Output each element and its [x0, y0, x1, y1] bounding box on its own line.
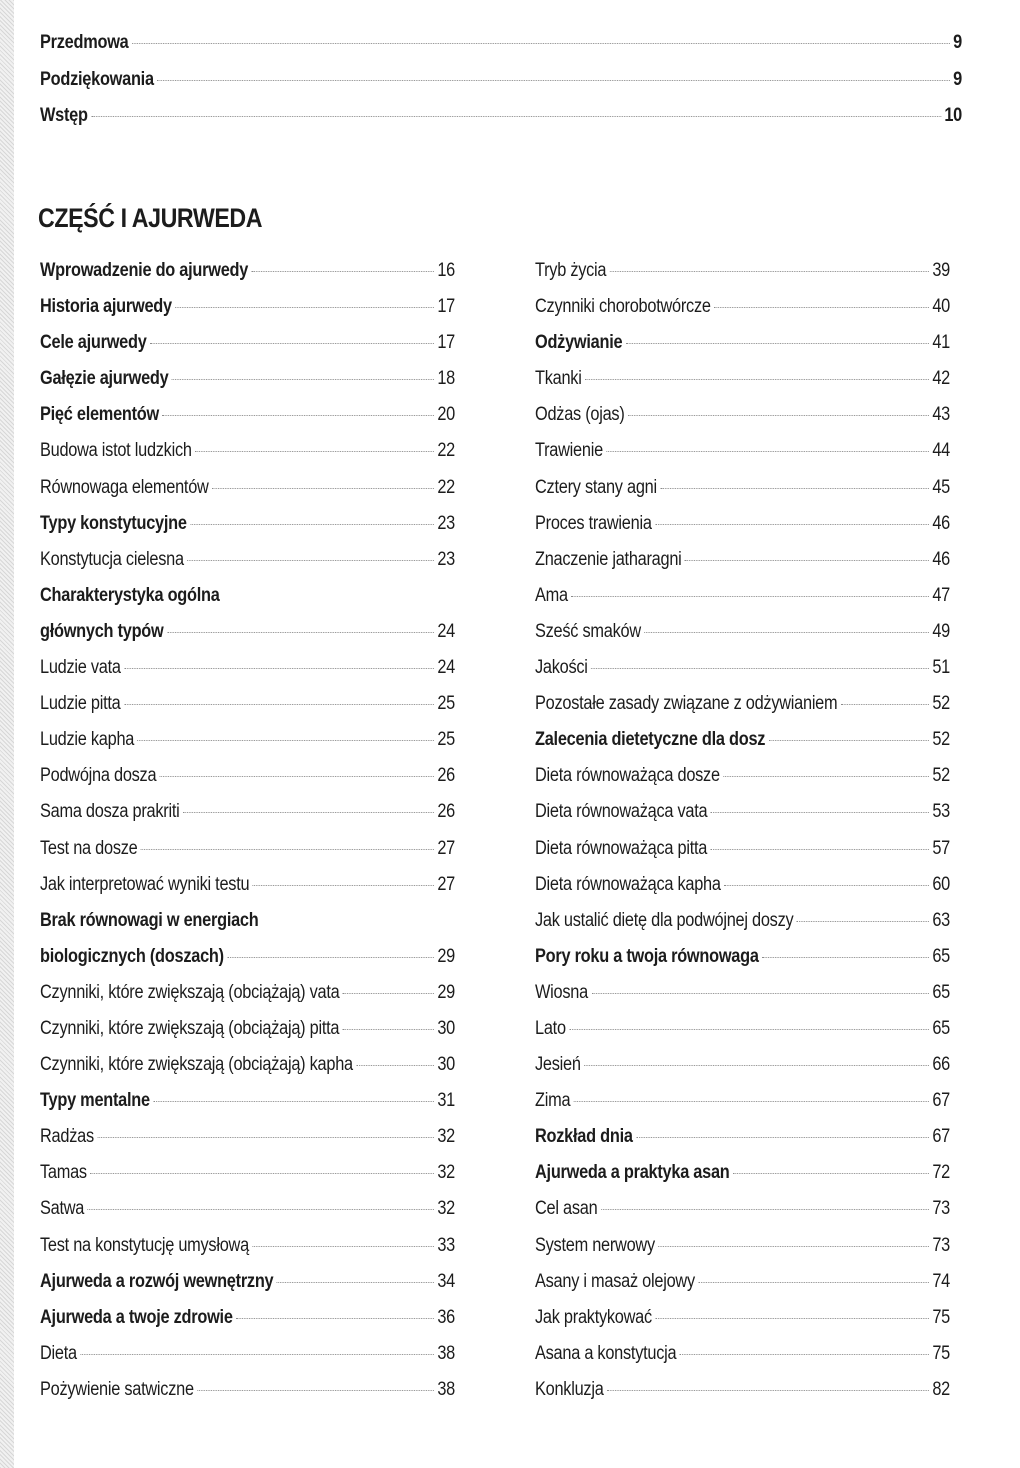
toc-entry-page: 9: [953, 32, 962, 53]
toc-entry-label: Czynniki, które zwiększają (obciążają) kapha: [40, 1054, 353, 1076]
toc-entry-label: Ajurweda a twoje zdrowie: [40, 1306, 233, 1328]
dot-leader: [183, 812, 434, 813]
toc-entry[interactable]: [40, 332, 455, 368]
toc-entry-page: 38: [437, 1378, 455, 1400]
toc-entry-page: 22: [437, 440, 455, 462]
dot-leader: [124, 704, 434, 705]
toc-entry-label: Ludzie vata: [40, 657, 121, 679]
toc-entry-page: 73: [932, 1234, 950, 1256]
toc-entry-page: 75: [932, 1342, 950, 1364]
toc-entry-page: 38: [437, 1342, 455, 1364]
toc-entry-label: Czynniki chorobotwórcze: [535, 296, 711, 318]
toc-entry-label: Wprowadzenie do ajurwedy: [40, 260, 249, 281]
toc-left-column: [40, 260, 455, 1415]
dot-leader: [252, 271, 434, 272]
toc-entry[interactable]: [40, 946, 455, 982]
toc-entry[interactable]: [535, 1379, 950, 1415]
toc-entry-label: Asany i masaż olejowy: [535, 1270, 695, 1292]
toc-entry-label: głównych typów: [40, 620, 164, 642]
dot-leader: [197, 1390, 434, 1391]
toc-entry-page: 44: [932, 440, 950, 462]
dot-leader: [150, 343, 434, 344]
toc-entry-page: 47: [932, 584, 950, 606]
toc-entry-label: Brak równowagi w energiach: [40, 909, 259, 931]
dot-leader: [723, 776, 929, 777]
toc-entry-page: 72: [932, 1162, 950, 1184]
toc-entry-page: 9: [953, 68, 962, 90]
toc-entry-page: 73: [932, 1198, 950, 1220]
dot-leader: [97, 1137, 434, 1138]
toc-entry-label: Ajurweda a praktyka asan: [535, 1162, 730, 1184]
dot-leader: [655, 1318, 929, 1319]
dot-leader: [591, 993, 928, 994]
toc-entry-page: 53: [932, 801, 950, 823]
toc-entry-page: 32: [437, 1162, 455, 1184]
toc-entry[interactable]: [40, 1126, 455, 1162]
toc-entry-label: Konkluzja: [535, 1378, 604, 1400]
toc-entry-page: 17: [437, 332, 455, 354]
toc-entry[interactable]: [40, 1162, 455, 1198]
toc-entry-page: 16: [437, 260, 455, 281]
toc-entry-label: Rozkład dnia: [535, 1126, 633, 1148]
toc-entry-page: 65: [932, 981, 950, 1003]
dot-leader: [195, 451, 434, 452]
toc-entry[interactable]: [40, 296, 455, 332]
toc-entry[interactable]: [40, 585, 455, 621]
toc-entry-label: Zima: [535, 1090, 571, 1112]
toc-entry-page: 65: [932, 1017, 950, 1039]
toc-entry-label: Czynniki, które zwiększają (obciążają) vata: [40, 981, 340, 1003]
toc-entry-page: 27: [437, 873, 455, 895]
dot-leader: [658, 1246, 929, 1247]
toc-entry[interactable]: [40, 1271, 455, 1307]
toc-entry-page: 63: [932, 909, 950, 931]
toc-entry-page: 66: [932, 1054, 950, 1076]
dot-leader: [141, 849, 434, 850]
dot-leader: [172, 379, 434, 380]
toc-entry-label: Charakterystyka ogólna: [40, 584, 220, 606]
toc-entry-page: 32: [437, 1198, 455, 1220]
toc-entry-label: Tkanki: [535, 368, 582, 390]
toc-entry[interactable]: [535, 874, 950, 910]
toc-entry[interactable]: [40, 765, 455, 801]
toc-entry-label: Równowaga elementów: [40, 476, 209, 498]
toc-entry[interactable]: [40, 368, 455, 404]
dot-leader: [167, 632, 434, 633]
toc-entry-label: Zalecenia dietetyczne dla dosz: [535, 729, 766, 751]
toc-entry[interactable]: [535, 549, 950, 585]
toc-entry[interactable]: [535, 621, 950, 657]
dot-leader: [343, 993, 434, 994]
toc-entry-page: 46: [932, 512, 950, 534]
toc-entry[interactable]: [40, 982, 455, 1018]
toc-entry[interactable]: [40, 1198, 455, 1234]
toc-entry-page: 20: [437, 404, 455, 426]
toc-entry-page: 32: [437, 1126, 455, 1148]
dot-leader: [680, 1354, 929, 1355]
dot-leader: [601, 1209, 929, 1210]
dot-leader: [644, 632, 929, 633]
toc-entry-page: 60: [932, 873, 950, 895]
toc-entry-label: Tamas: [40, 1162, 87, 1184]
toc-entry[interactable]: [535, 1271, 950, 1307]
dot-leader: [157, 80, 949, 81]
toc-entry-label: Ludzie pitta: [40, 693, 121, 715]
toc-entry[interactable]: [535, 585, 950, 621]
toc-entry-label: Jakości: [535, 657, 588, 679]
toc-entry-page: 27: [437, 837, 455, 859]
toc-entry-page: 26: [437, 765, 455, 787]
toc-entry-label: Przedmowa: [40, 32, 129, 53]
dot-leader: [90, 1173, 434, 1174]
toc-entry-page: 74: [932, 1270, 950, 1292]
dot-leader: [626, 343, 929, 344]
toc-entry-label: Trawienie: [535, 440, 603, 462]
toc-entry[interactable]: [40, 801, 455, 837]
toc-entry-label: Typy mentalne: [40, 1090, 150, 1112]
dot-leader: [569, 1029, 929, 1030]
toc-entry-preface[interactable]: [40, 32, 962, 69]
toc-entry[interactable]: [535, 1054, 950, 1090]
dot-leader: [607, 1390, 929, 1391]
toc-entry[interactable]: [40, 910, 455, 946]
toc-entry[interactable]: [535, 1126, 950, 1162]
toc-right-column: [535, 260, 950, 1415]
dot-leader: [769, 740, 929, 741]
toc-entry[interactable]: [535, 477, 950, 513]
dot-leader: [685, 560, 929, 561]
toc-entry[interactable]: [40, 1090, 455, 1126]
toc-entry-page: 42: [932, 368, 950, 390]
toc-entry[interactable]: [535, 693, 950, 729]
toc-entry-label: Podwójna dosza: [40, 765, 157, 787]
toc-entry-label: Proces trawienia: [535, 512, 652, 534]
toc-entry[interactable]: [535, 765, 950, 801]
toc-entry-page: 10: [944, 105, 962, 126]
dot-leader: [91, 116, 941, 117]
toc-entry-page: 43: [932, 404, 950, 426]
toc-entry-label: Sama dosza prakriti: [40, 801, 180, 823]
toc-entry-page: 17: [437, 296, 455, 318]
toc-entry[interactable]: [535, 946, 950, 982]
toc-entry-label: Pozostałe zasady związane z odżywianiem: [535, 693, 838, 715]
dot-leader: [253, 885, 434, 886]
toc-entry[interactable]: [40, 1343, 455, 1379]
toc-entry[interactable]: [535, 513, 950, 549]
toc-entry-page: 65: [932, 945, 950, 967]
toc-entry[interactable]: [40, 1054, 455, 1090]
toc-entry[interactable]: [535, 729, 950, 765]
toc-entry-label: Ama: [535, 584, 568, 606]
dot-leader: [610, 271, 929, 272]
dot-leader: [162, 415, 433, 416]
toc-entry-page: 75: [932, 1306, 950, 1328]
toc-entry-label: Pożywienie satwiczne: [40, 1378, 194, 1400]
toc-entry-page: 49: [932, 620, 950, 642]
toc-entry-label: Konstytucja cielesna: [40, 548, 184, 570]
toc-entry[interactable]: [40, 477, 455, 513]
toc-entry-label: Test na konstytucję umysłową: [40, 1234, 249, 1256]
toc-entry-page: 51: [932, 657, 950, 679]
toc-entry-label: Ajurweda a rozwój wewnętrzny: [40, 1270, 274, 1292]
toc-entry-page: 46: [932, 548, 950, 570]
dot-leader: [628, 415, 929, 416]
toc-entry-label: System nerwowy: [535, 1234, 655, 1256]
dot-leader: [724, 885, 929, 886]
toc-entry-label: Dieta równoważąca pitta: [535, 837, 708, 859]
dot-leader: [585, 379, 929, 380]
toc-entry-label: biologicznych (doszach): [40, 945, 224, 967]
toc-entry-page: 29: [437, 945, 455, 967]
toc-entry-label: Jesień: [535, 1054, 581, 1076]
toc-entry-page: 22: [437, 476, 455, 498]
dot-leader: [636, 1137, 929, 1138]
toc-entry-label: Satwa: [40, 1198, 85, 1220]
dot-leader: [343, 1029, 434, 1030]
dot-leader: [714, 307, 929, 308]
toc-entry-page: 52: [932, 729, 950, 751]
toc-entry[interactable]: [535, 368, 950, 404]
toc-entry[interactable]: [40, 838, 455, 874]
dot-leader: [160, 776, 434, 777]
toc-entry[interactable]: [40, 513, 455, 549]
toc-entry[interactable]: [535, 1018, 950, 1054]
toc-entry-page: 26: [437, 801, 455, 823]
toc-entry-page: 36: [437, 1306, 455, 1328]
toc-entry-page: 57: [932, 837, 950, 859]
toc-entry[interactable]: [535, 260, 950, 296]
toc-entry-label: Jak ustalić dietę dla podwójnej doszy: [535, 909, 794, 931]
toc-entry[interactable]: [535, 1090, 950, 1126]
toc-entry[interactable]: [535, 404, 950, 440]
toc-entry-page: 31: [437, 1090, 455, 1112]
toc-entry-page: 39: [932, 260, 950, 281]
dot-leader: [212, 488, 434, 489]
toc-entry[interactable]: [535, 1235, 950, 1271]
toc-entry[interactable]: [40, 549, 455, 585]
toc-entry[interactable]: [535, 1343, 950, 1379]
dot-leader: [841, 704, 929, 705]
toc-entry[interactable]: [535, 838, 950, 874]
toc-entry-label: Dieta równoważąca kapha: [535, 873, 721, 895]
dot-leader: [711, 812, 929, 813]
toc-entry-page: 41: [932, 332, 950, 354]
dot-leader: [252, 1246, 434, 1247]
toc-entry-introduction[interactable]: [40, 105, 962, 142]
part-heading: CZĘŚĆ I AJURWEDA: [38, 203, 263, 233]
dot-leader: [138, 740, 434, 741]
toc-entry-label: Dieta równoważąca dosze: [535, 765, 720, 787]
dot-leader: [655, 524, 929, 525]
toc-entry-page: 67: [932, 1126, 950, 1148]
dot-leader: [187, 560, 434, 561]
dot-leader: [574, 1101, 929, 1102]
toc-entry-label: Jak praktykować: [535, 1306, 652, 1328]
toc-entry-page: 18: [437, 368, 455, 390]
dot-leader: [190, 524, 434, 525]
dot-leader: [762, 957, 929, 958]
toc-entry[interactable]: [40, 1307, 455, 1343]
dot-leader: [733, 1173, 929, 1174]
toc-entry-page: 29: [437, 981, 455, 1003]
toc-entry-label: Sześć smaków: [535, 620, 641, 642]
toc-entry-page: 52: [932, 693, 950, 715]
toc-entry-label: Cele ajurwedy: [40, 332, 147, 354]
toc-entry-label: Wstęp: [40, 105, 88, 126]
dot-leader: [132, 43, 950, 44]
toc-entry[interactable]: [535, 1198, 950, 1234]
toc-entry[interactable]: [535, 332, 950, 368]
toc-entry-label: Asana a konstytucja: [535, 1342, 677, 1364]
toc-entry-page: 25: [437, 729, 455, 751]
toc-entry-page: 67: [932, 1090, 950, 1112]
dot-leader: [660, 488, 929, 489]
toc-entry-label: Budowa istot ludzkich: [40, 440, 192, 462]
toc-entry-label: Typy konstytucyjne: [40, 512, 187, 534]
toc-entry-label: Odżywianie: [535, 332, 623, 354]
dot-leader: [236, 1318, 434, 1319]
dot-leader: [591, 668, 929, 669]
toc-entry-label: Test na dosze: [40, 837, 138, 859]
dot-leader: [80, 1354, 434, 1355]
toc-entry-label: Dieta równoważąca vata: [535, 801, 708, 823]
toc-entry-label: Gałęzie ajurwedy: [40, 368, 169, 390]
toc-entry[interactable]: [40, 621, 455, 657]
dot-leader: [88, 1209, 434, 1210]
toc-entry-acknowledgements[interactable]: [40, 69, 962, 106]
toc-entry-page: 82: [932, 1378, 950, 1400]
toc-entry-label: Ludzie kapha: [40, 729, 135, 751]
toc-entry-page: 45: [932, 476, 950, 498]
toc-entry[interactable]: [535, 982, 950, 1018]
dot-leader: [356, 1065, 434, 1066]
toc-entry-page: 52: [932, 765, 950, 787]
dot-leader: [606, 451, 929, 452]
toc-entry-label: Odżas (ojas): [535, 404, 625, 426]
toc-entry[interactable]: [535, 440, 950, 476]
toc-entry-label: Radżas: [40, 1126, 94, 1148]
toc-entry-page: 33: [437, 1234, 455, 1256]
toc-entry-page: 30: [437, 1017, 455, 1039]
toc-entry-label: Cel asan: [535, 1198, 598, 1220]
toc-entry-label: Czynniki, które zwiększają (obciążają) pitta: [40, 1017, 340, 1039]
toc-entry[interactable]: [40, 1018, 455, 1054]
toc-entry-label: Znaczenie jatharagni: [535, 548, 682, 570]
toc-entry-label: Lato: [535, 1017, 566, 1039]
dot-leader: [571, 596, 929, 597]
dot-leader: [584, 1065, 929, 1066]
toc-entry[interactable]: [535, 296, 950, 332]
toc-entry[interactable]: [40, 729, 455, 765]
toc-entry-label: Dieta: [40, 1342, 77, 1364]
toc-entry[interactable]: [40, 404, 455, 440]
toc-entry-page: 40: [932, 296, 950, 318]
toc-entry[interactable]: [535, 1307, 950, 1343]
dot-leader: [124, 668, 434, 669]
dot-leader: [797, 921, 929, 922]
toc-entry-label: Historia ajurwedy: [40, 296, 172, 318]
toc-entry-label: Pory roku a twoja równowaga: [535, 945, 759, 967]
toc-entry[interactable]: [40, 260, 455, 296]
toc-entry-label: Cztery stany agni: [535, 476, 657, 498]
toc-entry-label: Podziękowania: [40, 68, 154, 90]
dot-leader: [175, 307, 434, 308]
dot-leader: [153, 1101, 434, 1102]
toc-entry-label: Jak interpretować wyniki testu: [40, 873, 250, 895]
dot-leader: [711, 849, 929, 850]
toc-entry-page: 34: [437, 1270, 455, 1292]
toc-entry[interactable]: [40, 440, 455, 476]
toc-entry-page: 23: [437, 548, 455, 570]
page-binding-edge: [0, 0, 14, 1468]
toc-entry-label: Tryb życia: [535, 260, 607, 281]
toc-entry-label: Wiosna: [535, 981, 588, 1003]
toc-entry-label: Pięć elementów: [40, 404, 159, 426]
toc-entry-page: 24: [437, 620, 455, 642]
toc-entry[interactable]: [40, 1379, 455, 1415]
toc-entry[interactable]: [40, 693, 455, 729]
toc-entry-page: 30: [437, 1054, 455, 1076]
toc-entry[interactable]: [535, 657, 950, 693]
front-matter-list: [40, 32, 962, 142]
toc-entry[interactable]: [40, 874, 455, 910]
toc-entry-page: 24: [437, 657, 455, 679]
toc-entry[interactable]: [535, 910, 950, 946]
toc-entry-page: 23: [437, 512, 455, 534]
toc-entry[interactable]: [40, 657, 455, 693]
toc-entry[interactable]: [535, 1162, 950, 1198]
toc-entry-page: 25: [437, 693, 455, 715]
toc-entry[interactable]: [535, 801, 950, 837]
dot-leader: [277, 1282, 434, 1283]
dot-leader: [227, 957, 434, 958]
dot-leader: [698, 1282, 929, 1283]
toc-entry[interactable]: [40, 1235, 455, 1271]
